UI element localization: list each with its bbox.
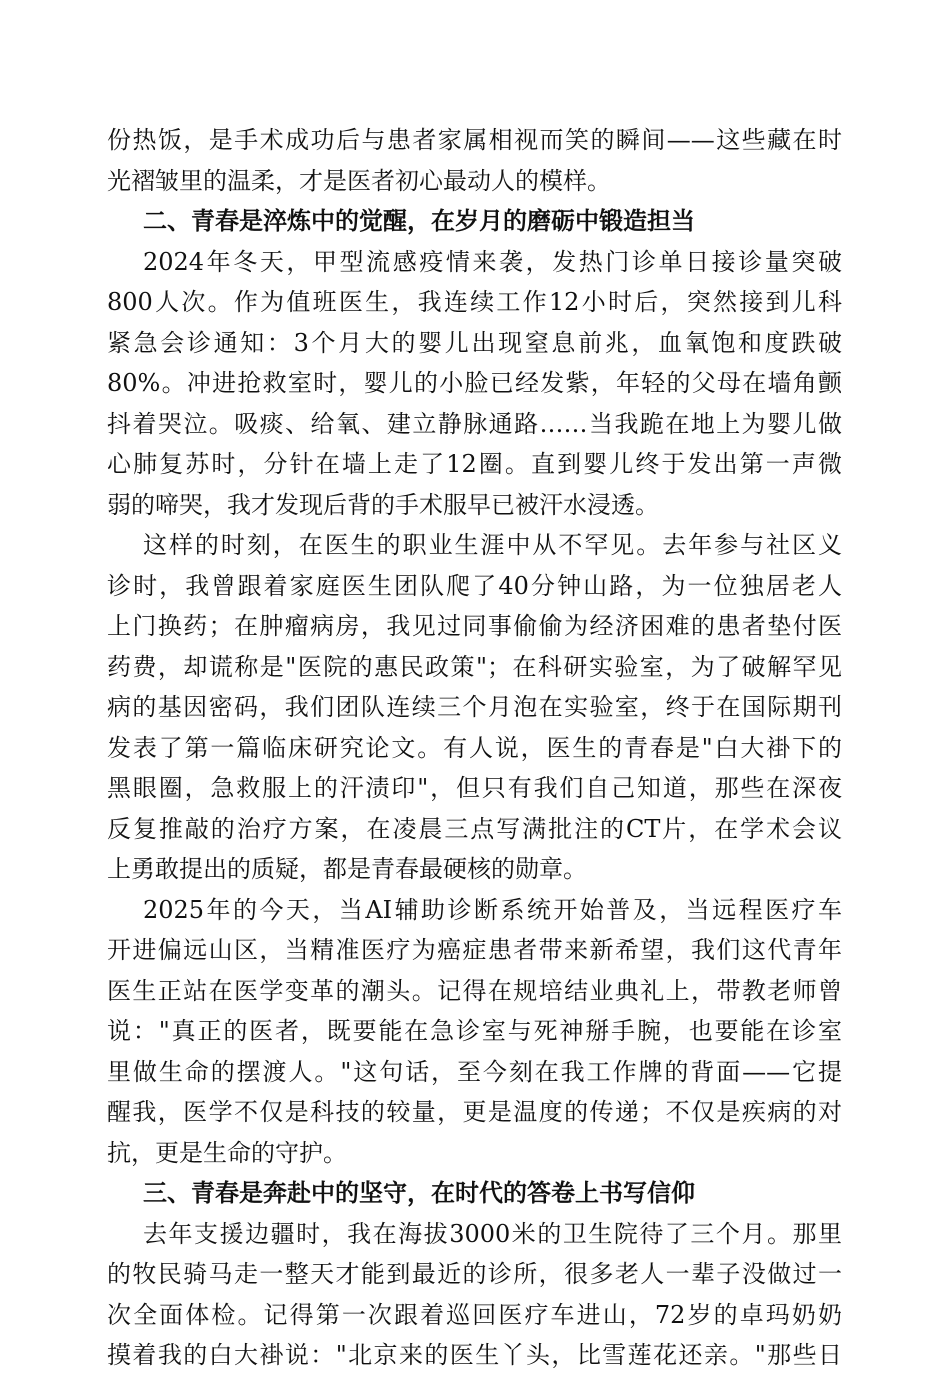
body-line-24: 里做生命的摆渡人。"这句话，至今刻在我工作牌的背面——它提 bbox=[107, 1057, 842, 1086]
body-line-2: 光褶皱里的温柔，才是医者初心最动人的模样。 bbox=[107, 166, 611, 195]
body-line-5: 800人次。作为值班医生，我连续工作12小时后，突然接到儿科 bbox=[107, 288, 842, 316]
body-line-10: 弱的啼哭，我才发现后背的手术服早已被汗水浸透。 bbox=[107, 490, 659, 519]
body-line-26: 抗，更是生命的守护。 bbox=[107, 1138, 347, 1167]
body-line-20: 2025年的今天，当AI辅助诊断系统开始普及，当远程医疗车 bbox=[143, 895, 842, 924]
document-page bbox=[107, 120, 842, 1376]
body-line-7: 80%。冲进抢救室时，婴儿的小脸已经发紫，年轻的父母在墙角颤 bbox=[107, 369, 842, 397]
body-line-25: 醒我，医学不仅是科技的较量，更是温度的传递；不仅是疾病的对 bbox=[107, 1098, 842, 1126]
body-line-4: 2024年冬天，甲型流感疫情来袭，发热门诊单日接诊量突破 bbox=[143, 247, 842, 276]
body-line-31: 摸着我的白大褂说："北京来的医生丫头，比雪莲花还亲。"那些日 bbox=[107, 1341, 842, 1369]
body-line-23: 说："真正的医者，既要能在急诊室与死神掰手腕，也要能在诊室 bbox=[107, 1017, 842, 1045]
body-line-29: 的牧民骑马走一整天才能到最近的诊所，很多老人一辈子没做过一 bbox=[107, 1260, 842, 1288]
section-heading-2: 二、青春是淬炼中的觉醒，在岁月的磨砺中锻造担当 bbox=[143, 207, 695, 235]
body-line-11: 这样的时刻，在医生的职业生涯中从不罕见。去年参与社区义 bbox=[143, 531, 842, 559]
body-line-17: 黑眼圈，急救服上的汗渍印"，但只有我们自己知道，那些在深夜 bbox=[107, 774, 842, 802]
body-line-15: 病的基因密码，我们团队连续三个月泡在实验室，终于在国际期刊 bbox=[107, 693, 842, 721]
body-line-16: 发表了第一篇临床研究论文。有人说，医生的青春是"白大褂下的 bbox=[107, 733, 842, 762]
body-line-12: 诊时，我曾跟着家庭医生团队爬了40分钟山路，为一位独居老人 bbox=[107, 571, 842, 600]
body-line-8: 抖着哭泣。吸痰、给氧、建立静脉通路……当我跪在地上为婴儿做 bbox=[107, 409, 842, 438]
body-line-30: 次全面体检。记得第一次跟着巡回医疗车进山，72岁的卓玛奶奶 bbox=[107, 1300, 842, 1329]
section-heading-3: 三、青春是奔赴中的坚守，在时代的答卷上书写信仰 bbox=[143, 1179, 695, 1207]
body-line-18: 反复推敲的治疗方案，在凌晨三点写满批注的CT片，在学术会议 bbox=[107, 814, 842, 843]
body-line-9: 心肺复苏时，分针在墙上走了12圈。直到婴儿终于发出第一声微 bbox=[107, 450, 842, 478]
body-line-1: 份热饭，是手术成功后与患者家属相视而笑的瞬间——这些藏在时 bbox=[107, 126, 842, 154]
body-line-21: 开进偏远山区，当精准医疗为癌症患者带来新希望，我们这代青年 bbox=[107, 936, 842, 964]
body-line-14: 药费，却谎称是"医院的惠民政策"；在科研实验室，为了破解罕见 bbox=[107, 652, 842, 681]
body-line-6: 紧急会诊通知：3个月大的婴儿出现窒息前兆，血氧饱和度跌破 bbox=[107, 328, 842, 357]
body-line-13: 上门换药；在肿瘤病房，我见过同事偷偷为经济困难的患者垫付医 bbox=[107, 612, 842, 640]
body-line-19: 上勇敢提出的质疑，都是青春最硬核的勋章。 bbox=[107, 855, 587, 883]
body-line-22: 医生正站在医学变革的潮头。记得在规培结业典礼上，带教老师曾 bbox=[107, 976, 842, 1005]
body-line-28: 去年支援边疆时，我在海拔3000米的卫生院待了三个月。那里 bbox=[143, 1219, 842, 1248]
